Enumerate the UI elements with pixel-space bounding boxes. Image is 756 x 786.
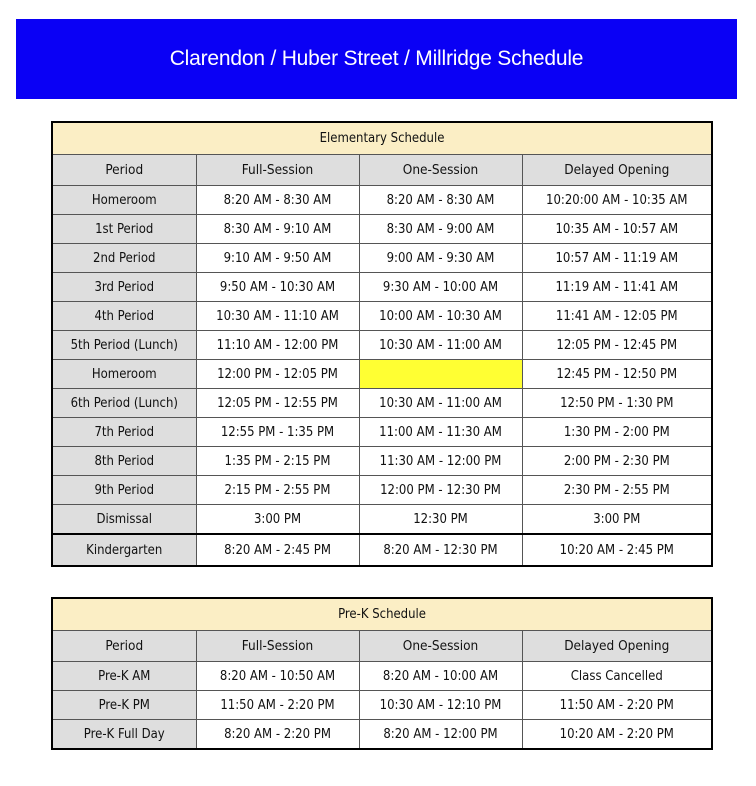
table-row <box>52 389 712 418</box>
period-cell: 6th Period (Lunch) <box>52 389 196 418</box>
table-caption: Elementary Schedule <box>52 122 712 155</box>
period-cell: Homeroom <box>52 186 196 215</box>
time-cell: 10:20 AM - 2:20 PM <box>522 720 712 750</box>
time-cell: 11:50 AM - 2:20 PM <box>196 691 359 720</box>
column-header: Delayed Opening <box>522 155 712 186</box>
column-header: Full-Session <box>196 631 359 662</box>
time-cell: 1:30 PM - 2:00 PM <box>522 418 712 447</box>
period-cell: 7th Period <box>52 418 196 447</box>
table-row <box>52 662 712 691</box>
table-row <box>52 505 712 535</box>
time-cell <box>359 360 522 389</box>
period-cell: Pre-K PM <box>52 691 196 720</box>
column-header: Period <box>52 155 196 186</box>
time-cell: 9:30 AM - 10:00 AM <box>359 273 522 302</box>
column-header: One-Session <box>359 631 522 662</box>
period-cell: Pre-K Full Day <box>52 720 196 750</box>
time-cell: 10:30 AM - 12:10 PM <box>359 691 522 720</box>
time-cell: 8:20 AM - 8:30 AM <box>359 186 522 215</box>
period-cell: 3rd Period <box>52 273 196 302</box>
table-row <box>52 331 712 360</box>
table-row <box>52 273 712 302</box>
time-cell: 8:20 AM - 2:20 PM <box>196 720 359 750</box>
time-cell: 12:55 PM - 1:35 PM <box>196 418 359 447</box>
table-row <box>52 447 712 476</box>
time-cell: 9:10 AM - 9:50 AM <box>196 244 359 273</box>
time-cell: 8:20 AM - 2:45 PM <box>196 534 359 566</box>
time-cell: 10:57 AM - 11:19 AM <box>522 244 712 273</box>
table-row <box>52 215 712 244</box>
elementary-schedule-table <box>51 121 713 567</box>
prek-schedule-table <box>51 597 713 750</box>
table-row <box>52 302 712 331</box>
period-cell: 5th Period (Lunch) <box>52 331 196 360</box>
time-cell: 11:50 AM - 2:20 PM <box>522 691 712 720</box>
column-header: One-Session <box>359 155 522 186</box>
time-cell: 11:00 AM - 11:30 AM <box>359 418 522 447</box>
time-cell: 9:50 AM - 10:30 AM <box>196 273 359 302</box>
period-cell: Kindergarten <box>52 534 196 566</box>
time-cell: 2:15 PM - 2:55 PM <box>196 476 359 505</box>
title-banner <box>16 19 737 99</box>
period-cell: 1st Period <box>52 215 196 244</box>
table-row <box>52 534 712 566</box>
time-cell: 12:05 PM - 12:55 PM <box>196 389 359 418</box>
time-cell: 12:30 PM <box>359 505 522 535</box>
period-cell: Pre-K AM <box>52 662 196 691</box>
time-cell: 12:00 PM - 12:30 PM <box>359 476 522 505</box>
time-cell: 1:35 PM - 2:15 PM <box>196 447 359 476</box>
table-row <box>52 476 712 505</box>
period-cell: Dismissal <box>52 505 196 535</box>
time-cell: 10:00 AM - 10:30 AM <box>359 302 522 331</box>
time-cell: 8:20 AM - 10:00 AM <box>359 662 522 691</box>
table-row <box>52 244 712 273</box>
time-cell: 12:50 PM - 1:30 PM <box>522 389 712 418</box>
time-cell: 11:19 AM - 11:41 AM <box>522 273 712 302</box>
time-cell: 10:20 AM - 2:45 PM <box>522 534 712 566</box>
period-cell: 8th Period <box>52 447 196 476</box>
page-title: Clarendon / Huber Street / Millridge Schedule <box>169 47 584 70</box>
column-header: Delayed Opening <box>522 631 712 662</box>
table-row <box>52 186 712 215</box>
time-cell: 10:20:00 AM - 10:35 AM <box>522 186 712 215</box>
time-cell: 3:00 PM <box>522 505 712 535</box>
time-cell: 11:30 AM - 12:00 PM <box>359 447 522 476</box>
time-cell: 2:30 PM - 2:55 PM <box>522 476 712 505</box>
time-cell: 8:20 AM - 8:30 AM <box>196 186 359 215</box>
time-cell: 9:00 AM - 9:30 AM <box>359 244 522 273</box>
table-row <box>52 720 712 750</box>
time-cell: 12:05 PM - 12:45 PM <box>522 331 712 360</box>
time-cell: 12:00 PM - 12:05 PM <box>196 360 359 389</box>
column-header: Period <box>52 631 196 662</box>
time-cell: Class Cancelled <box>522 662 712 691</box>
table-row <box>52 418 712 447</box>
table-row <box>52 691 712 720</box>
table-caption-row <box>52 598 712 631</box>
table-header-row <box>52 631 712 662</box>
time-cell: 10:35 AM - 10:57 AM <box>522 215 712 244</box>
time-cell: 10:30 AM - 11:00 AM <box>359 389 522 418</box>
table-header-row <box>52 155 712 186</box>
time-cell: 12:45 PM - 12:50 PM <box>522 360 712 389</box>
time-cell: 11:10 AM - 12:00 PM <box>196 331 359 360</box>
time-cell: 3:00 PM <box>196 505 359 535</box>
time-cell: 8:30 AM - 9:00 AM <box>359 215 522 244</box>
time-cell: 10:30 AM - 11:00 AM <box>359 331 522 360</box>
time-cell: 8:30 AM - 9:10 AM <box>196 215 359 244</box>
period-cell: 9th Period <box>52 476 196 505</box>
table-caption: Pre-K Schedule <box>52 598 712 631</box>
time-cell: 11:41 AM - 12:05 PM <box>522 302 712 331</box>
period-cell: 4th Period <box>52 302 196 331</box>
time-cell: 8:20 AM - 12:30 PM <box>359 534 522 566</box>
period-cell: Homeroom <box>52 360 196 389</box>
time-cell: 8:20 AM - 10:50 AM <box>196 662 359 691</box>
time-cell: 10:30 AM - 11:10 AM <box>196 302 359 331</box>
time-cell: 8:20 AM - 12:00 PM <box>359 720 522 750</box>
table-caption-row <box>52 122 712 155</box>
time-cell: 2:00 PM - 2:30 PM <box>522 447 712 476</box>
column-header: Full-Session <box>196 155 359 186</box>
table-row <box>52 360 712 389</box>
period-cell: 2nd Period <box>52 244 196 273</box>
